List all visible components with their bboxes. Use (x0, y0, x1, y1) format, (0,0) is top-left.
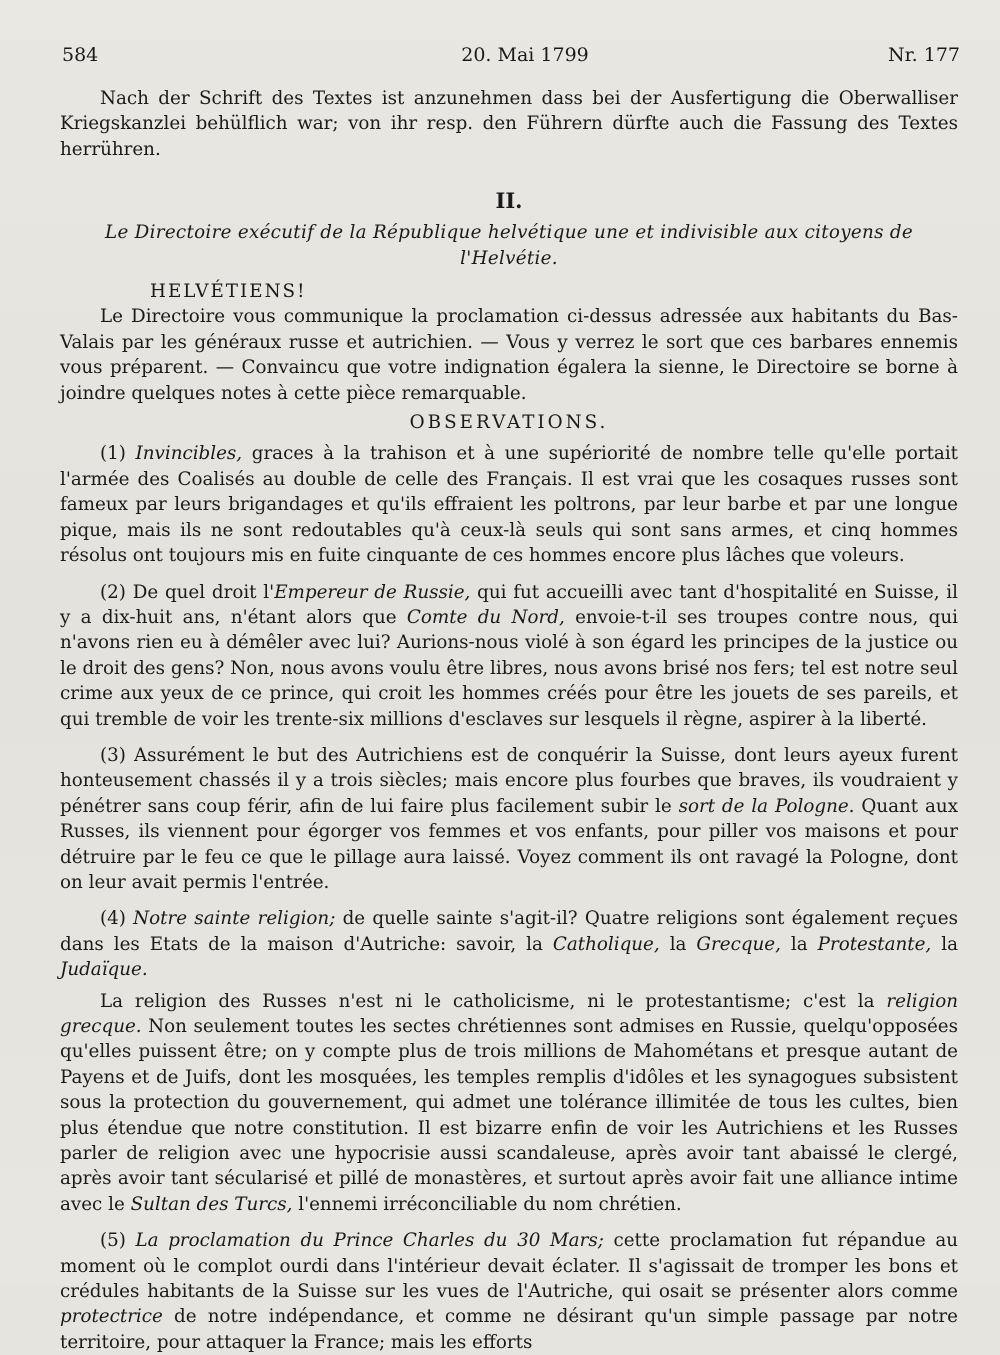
note-text: de quelle sainte s'agit-il? Quatre religions sont également reçues dans les Etats de la maison d'Autriche: savoir, la (60, 908, 958, 955)
italic-term: Judaïque. (60, 959, 148, 981)
document-title: Le Directoire exécutif de la République helvétique une et indivisible aux citoyens de l'Helvétie. (105, 222, 913, 269)
note-text: envoie-t-il ses troupes contre nous, qui n'avons rien eu à démêler avec lui? Aurions-nous violé à son égard les principes de la justice ou le droit des gens? Non, nous avons voulu être libres, nous avons brisé nos fers; tel est notre seul crime aux yeux de ce prince, qui croit les hommes créés pour être les jouets de ses pareils, et qui tremble de voir les trente-six millions d'esclaves sur lesquels il règne, aspirer à la liberté. (60, 606, 958, 730)
page-body (60, 86, 958, 1355)
note-text: Quant aux Russes, ils viennent pour égorger vos femmes et vos enfants, pour piller vos maisons et pour détruire par le feu ce que le pillage aura laissé. Voyez comment ils ont ravagé la Pologne, dont on leur avait permis l'entrée. (60, 795, 959, 893)
italic-term: Catholique, (552, 933, 660, 955)
section-number: II. (495, 188, 523, 214)
note-text: cette proclamation fut répandue au moment où le complot ourdi dans l'intérieur devait éclater. Il s'agissait de tromper les bons et crédules habitants de la Suisse sur les vues de l'Autriche, qui osait se présenter alors comme (60, 1230, 958, 1303)
observation-2 (60, 580, 958, 732)
intro-note: Nach der Schrift des Textes ist anzunehmen dass bei der Ausfertigung die Oberwalliser Kriegskanzlei behülflich war; von ihr resp. den Führern dürfte auch die Fassung des Textes herrühren. (60, 88, 958, 160)
italic-term: protectrice (60, 1306, 163, 1328)
note-text: Assurément le but des Autrichiens est de conquérir la Suisse, dont leurs ayeux furent honteusement chassés il y a trois siècles; mais encore plus fourbes que braves, ils voudraient y pénétrer sans coup férir, afin de lui faire plus facilement subir le (60, 744, 958, 817)
italic-term: sort de la Pologne. (678, 795, 855, 817)
running-header (60, 44, 960, 74)
note-text: qui fut accueilli avec tant d'hospitalité en Suisse, il y a dix-huit ans, n'étant alors que (60, 581, 958, 628)
note-text: la (931, 933, 958, 955)
note-text: la (780, 933, 818, 955)
observations-heading: OBSERVATIONS. (409, 412, 609, 434)
italic-term: Sultan des Turcs, (130, 1193, 293, 1215)
italic-term: Notre sainte religion; (133, 908, 336, 930)
note-number: (2) (100, 581, 126, 603)
italic-term: Comte du Nord, (406, 606, 565, 628)
note-number: (4) (100, 908, 126, 930)
observation-4-continued (60, 989, 958, 1218)
observation-4 (60, 906, 958, 982)
italic-term: La proclamation du Prince Charles du 30 Mars; (135, 1230, 604, 1252)
note-text: graces à la trahison et à une supériorité de nombre telle qu'elle portait l'armée des Coalisés au double de celle des Français. Il est vrai que les cosaques russes sont fameux par leurs brigandages et qu'ils effraient les poltrons, par leur barbe et par une longue pique, mais ils ne sont redoutables qu'à ceux-là seuls qui sont sans armes, et cinq hommes résolus ont toujours mis en fuite cinquante de ces hommes encore plus lâches que voleurs. (60, 443, 959, 567)
italic-term: religion grecque. (60, 990, 958, 1037)
italic-term: Invincibles, (135, 443, 243, 465)
italic-term: Empereur de Russie, (274, 581, 471, 603)
note-text: de notre indépendance, et comme ne désirant qu'un simple passage par notre territoire, pour attaquer la France; mais les efforts (60, 1306, 958, 1353)
note-text: l'ennemi irréconciliable du nom chrétien. (292, 1193, 682, 1215)
observation-3 (60, 743, 958, 895)
document-number: Nr. 177 (888, 44, 960, 66)
observation-5 (60, 1228, 958, 1355)
observation-1 (60, 441, 958, 568)
header-date: 20. Mai 1799 (461, 44, 589, 66)
note-number: (3) (100, 744, 126, 766)
italic-term: Protestante, (817, 933, 932, 955)
note-number: (1) (100, 443, 126, 465)
italic-term: Grecque, (696, 933, 781, 955)
salutation: HELVÉTIENS! (150, 281, 307, 303)
note-text: Non seulement toutes les sectes chrétiennes sont admises en Russie, quelqu'opposées qu'elles puissent être; on y compte plus de trois millions de Mahométans et presque autant de Payens et de Juifs, dont les mosquées, les temples remplis d'idôles et les synagogues subsistent sous la protection du gouvernement, qui admet une tolérance illimitée de tous les cultes, bien plus étendue que notre constitution. Il est bizarre enfin de voir les Autrichiens et les Russes parler de religion avec une hypocrisie aussi scandaleuse, après avoir tant abaissé le clergé, après avoir tant sécularisé et pillé de monastères, et surtout après avoir fait une alliance intime avec le (60, 1016, 958, 1215)
note-text: De quel droit l' (125, 581, 275, 603)
note-text: la (659, 933, 697, 955)
note-text: La religion des Russes n'est ni le catholicisme, ni le protestantisme; c'est la (100, 990, 887, 1012)
main-paragraph: Le Directoire vous communique la proclamation ci-dessus adressée aux habitants du Bas-Valais par les généraux russe et autrichien. — Vous y verrez le sort que ces barbares ennemis vous préparent. — Convaincu que votre indignation égalera la sienne, le Directoire se borne à joindre quelques notes à cette pièce remarquable. (60, 306, 958, 404)
note-number: (5) (100, 1230, 126, 1252)
page-number: 584 (62, 44, 99, 66)
